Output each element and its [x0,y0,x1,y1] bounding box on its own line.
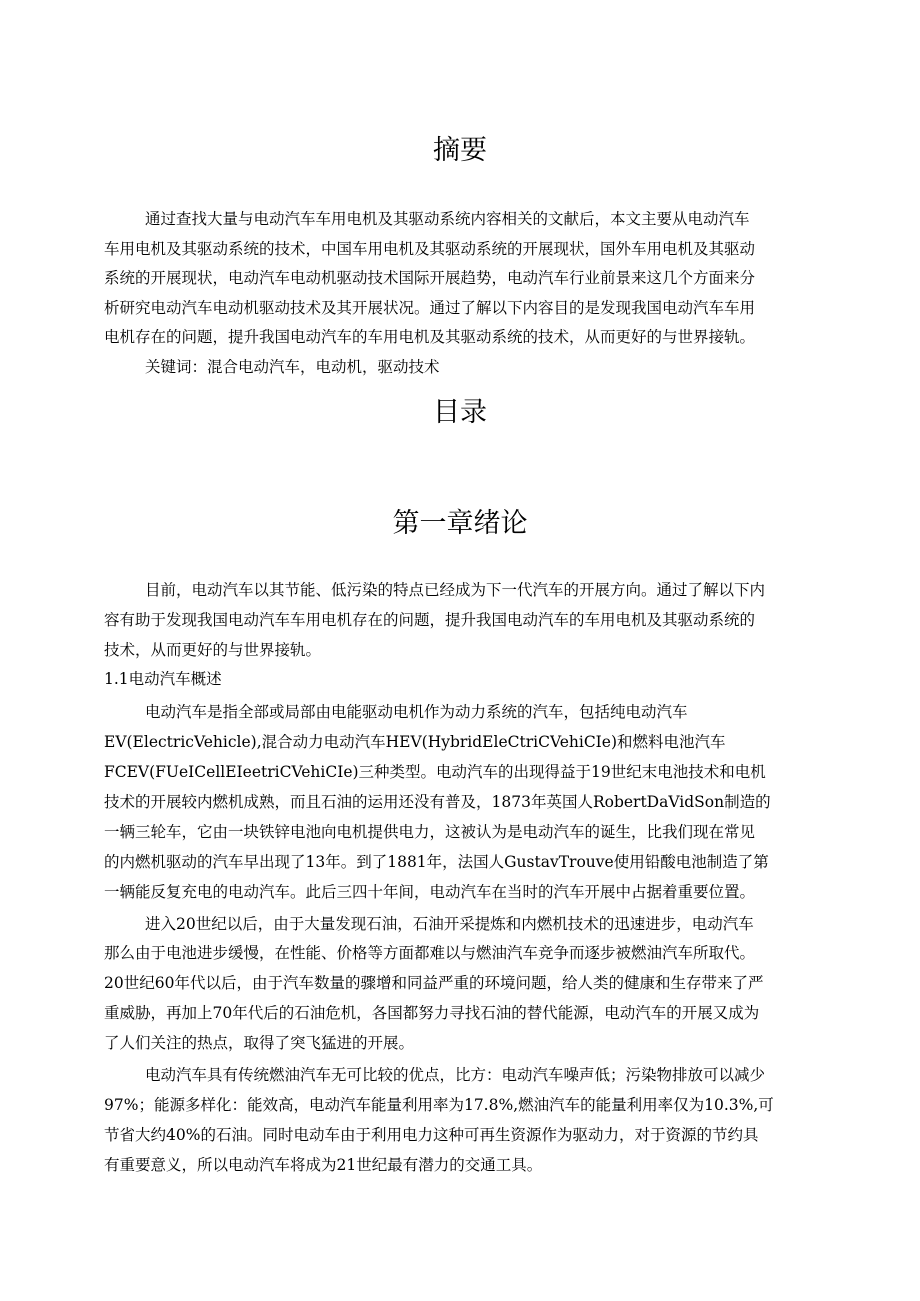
paragraph-line: 了人们关注的热点，取得了突飞猛进的开展。 [104,1034,415,1052]
paragraph-line: 电动汽车具有传统燃油汽车无可比较的优点，比方：电动汽车噪声低；污染物排放可以减少 [145,1066,766,1084]
abstract-line: 通过查找大量与电动汽车车用电机及其驱动系统内容相关的文献后，本文主要从电动汽车 [145,210,750,228]
intro-line: 技术，从而更好的与世界接轨。 [104,641,322,659]
paragraph-line: EV(ElectricVehicle),混合动力电动汽车HEV(HybridEleCtriCVehiCIe)和燃料电池汽车 [104,733,726,751]
paragraph-line: 有重要意义，所以电动汽车将成为21世纪最有潜力的交通工具。 [104,1156,543,1174]
paragraph-line: 那么由于电池进步缓慢，在性能、价格等方面都难以与燃油汽车竞争而逐步被燃油汽车所取代。 [104,944,756,962]
toc-title: 目录 [433,397,487,428]
paragraph-line: 的内燃机驱动的汽车早出现了13年。到了1881年，法国人GustavTrouve使用铅酸电池制造了第 [104,853,769,871]
abstract-line: 车用电机及其驱动系统的技术，中国车用电机及其驱动系统的开展现状，国外车用电机及其驱动 [104,240,756,258]
paragraph-line: 电动汽车是指全部或局部由电能驱动电机作为动力系统的汽车，包括纯电动汽车 [145,703,688,721]
paragraph-line: 20世纪60年代以后，由于汽车数量的骤增和同益严重的环境问题，给人类的健康和生存带来了严 [104,974,764,992]
paragraph-line: 重威胁，再加上70年代后的石油危机，各国都努力寻找石油的替代能源，电动汽车的开展又成为 [104,1004,760,1022]
intro-line: 容有助于发现我国电动汽车车用电机存在的问题，提升我国电动汽车的车用电机及其驱动系统的 [104,611,756,629]
abstract-line: 析研究电动汽车电动机驱动技术及其开展状况。通过了解以下内容目的是发现我国电动汽车车用 [104,299,756,317]
paragraph-line: FCEV(FUeICellEIeetriCVehiCIe)三种类型。电动汽车的出现得益于19世纪末电池技术和电机 [104,763,766,781]
paragraph-line: 一辆能反复充电的电动汽车。此后三四十年间，电动汽车在当时的汽车开展中占据着重要位置。 [104,883,756,901]
abstract-line: 系统的开展现状，电动汽车电动机驱动技术国际开展趋势，电动汽车行业前景来这几个方面来分 [104,269,756,287]
abstract-line: 电机存在的问题，提升我国电动汽车的车用电机及其驱动系统的技术，从而更好的与世界接轨。 [104,328,756,346]
paragraph-line: 一辆三轮车，它由一块铁锌电池向电机提供电力，这被认为是电动汽车的诞生，比我们现在常见 [104,823,756,841]
paragraph-line: 节省大约40%的石油。同时电动车由于利用电力这种可再生资源作为驱动力，对于资源的节约具 [104,1126,759,1144]
section-title: 1.1电动汽车概述 [104,670,222,688]
abstract-title: 摘要 [433,135,487,166]
chapter-title: 第一章绪论 [392,508,528,539]
paragraph-line: 进入20世纪以后，由于大量发现石油，石油开采提炼和内燃机技术的迅速进步，电动汽车 [145,915,754,933]
paragraph-line: 技术的开展较内燃机成熟，而且石油的运用还没有普及，1873年英国人RobertDaVidSon制造的 [104,793,771,811]
intro-line: 目前，电动汽车以其节能、低污染的特点已经成为下一代汽车的开展方向。通过了解以下内 [145,581,766,599]
paragraph-line: 97%；能源多样化：能效高，电动汽车能量利用率为17.8%,燃油汽车的能量利用率仅为10.3%,可 [104,1096,774,1114]
keywords-line: 关键词：混合电动汽车，电动机，驱动技术 [145,358,440,376]
